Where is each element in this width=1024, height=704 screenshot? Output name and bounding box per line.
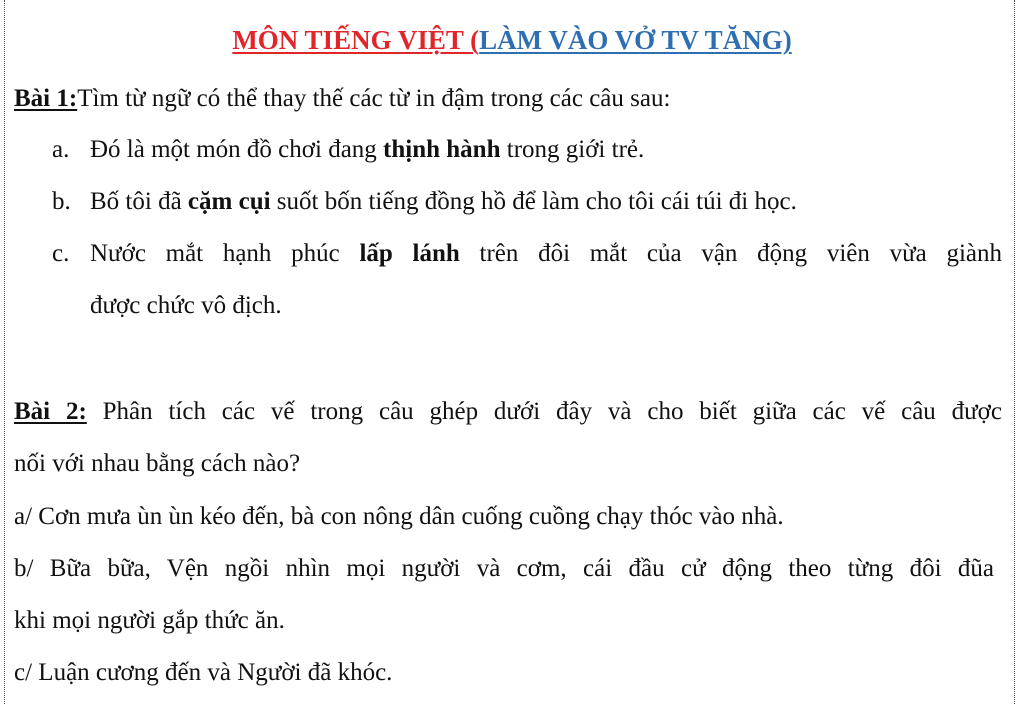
bai2-item-b: b/ Bữa bữa, Vện ngồi nhìn mọi người và cơm, cái đầu cử động theo từng đôi đũa [14,555,994,582]
bai1-item-c-marker: c. [52,240,70,267]
bai2-prompt: Phân tích các vế trong câu ghép dưới đây và cho biết giữa các vế câu được [86,398,1002,425]
bai1-item-b-marker: b. [52,188,71,215]
bold-term: thịnh hành [383,136,501,163]
bai2-label: Bài 2: [14,398,87,425]
title-instruction: LÀM VÀO VỞ TV TĂNG) [479,25,792,55]
bai1-item-c: Nước mắt hạnh phúc lấp lánh trên đôi mắt của vận động viên vừa giành [90,240,1002,267]
bold-term: lấp lánh [359,240,460,267]
bai1-item-c-continuation: được chức vô địch. [90,292,282,319]
bai1-item-b: Bố tôi đã cặm cụi suốt bốn tiếng đồng hồ để làm cho tôi cái túi đi học. [90,188,797,215]
bai2-item-a: a/ Cơn mưa ùn ùn kéo đến, bà con nông dân cuống cuồng chạy thóc vào nhà. [14,503,784,530]
bai1-label: Bài 1: [14,85,78,112]
bai1-prompt: Tìm từ ngữ có thể thay thế các từ in đậm trong các câu sau: [77,85,671,112]
bai2-item-c: c/ Luận cương đến và Người đã khóc. [14,659,393,686]
title-subject: MÔN TIẾNG VIỆT ( [232,25,480,55]
page-title [0,20,1024,60]
bold-term: cặm cụi [187,188,271,215]
bai2-item-b-continuation: khi mọi người gắp thức ăn. [14,607,285,634]
bai1-item-a-marker: a. [52,136,70,163]
bai2-heading [14,394,1002,430]
bai2-prompt-continuation: nối với nhau bằng cách nào? [14,450,301,477]
bai1-heading [14,81,670,117]
bai1-item-a: Đó là một món đồ chơi đang thịnh hành trong giới trẻ. [90,136,645,163]
